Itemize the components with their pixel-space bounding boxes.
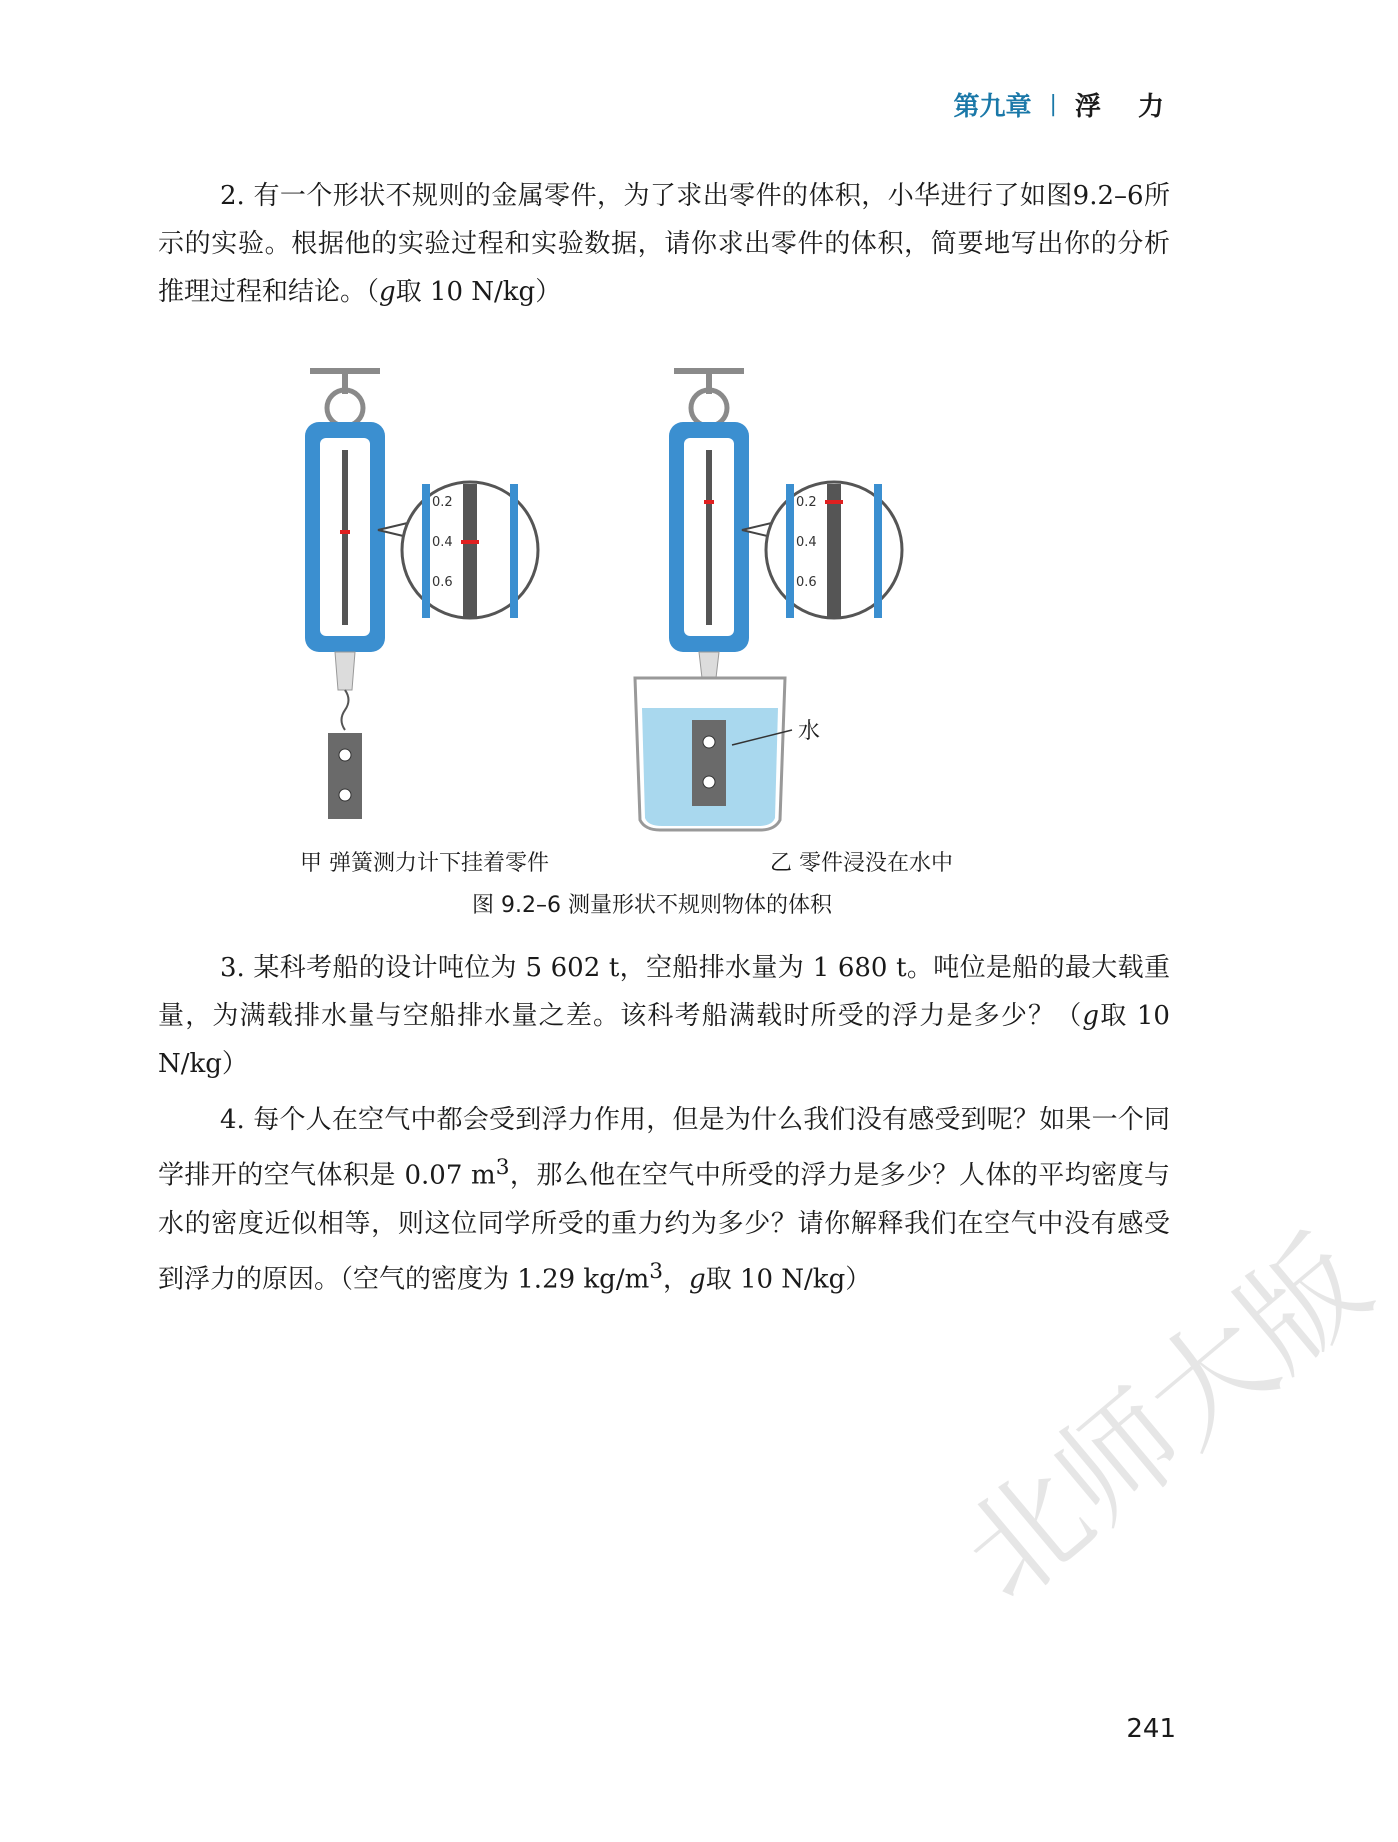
question-2 bbox=[158, 172, 1170, 316]
caption-left: 甲 弹簧测力计下挂着零件 bbox=[300, 851, 549, 876]
left-tick-2: 0.4 bbox=[432, 535, 453, 550]
question-4-text-c: ， bbox=[663, 1264, 690, 1295]
question-3-tail: 取 10 N/kg） bbox=[158, 1001, 1170, 1079]
question-4 bbox=[158, 1096, 1170, 1303]
spring-scale-right bbox=[635, 368, 902, 830]
question-2-tail: 取 10 N/kg） bbox=[395, 277, 562, 307]
question-3-text: 3. 某科考船的设计吨位为 5 602 t，空船排水量为 1 680 t。吨位是船的最大载重量，为满载排水量与空船排水量之差。该科考船满载时所受的浮力是多少？（ bbox=[158, 953, 1170, 1031]
spring-scale-left bbox=[305, 368, 538, 819]
chapter-header bbox=[954, 86, 1179, 123]
right-tick-3: 0.6 bbox=[796, 575, 817, 590]
caption-right: 乙 零件浸没在水中 bbox=[770, 851, 953, 876]
question-4-text-a: 4. 每个人在空气中都会受到浮力作用，但是为什么我们没有感受到呢？如果一个同学排开的空气体积是 0.07 m bbox=[158, 1105, 1170, 1191]
left-tick-1: 0.2 bbox=[432, 495, 453, 510]
figure-title: 图 9.2–6 测量形状不规则物体的体积 bbox=[472, 893, 832, 918]
question-4-tail: 取 10 N/kg） bbox=[705, 1264, 872, 1295]
chapter-title: 第九章 bbox=[953, 92, 1032, 122]
left-tick-3: 0.6 bbox=[432, 575, 453, 590]
question-2-text: 2. 有一个形状不规则的金属零件，为了求出零件的体积，小华进行了如图9.2–6所示的实验。根据他的实验过程和实验数据，请你求出零件的体积，简要地写出你的分析推理过程和结论。（ bbox=[158, 181, 1170, 307]
superscript-3: 3 bbox=[495, 1155, 510, 1180]
right-tick-1: 0.2 bbox=[796, 495, 817, 510]
question-4-text-b: ，那么他在空气中所受的浮力是多少？人体的平均密度与水的密度近似相等，则这位同学所受的重力约为多少？请你解释我们在空气中没有感受到浮力的原因。（空气的密度为 1.29 kg/m bbox=[158, 1160, 1170, 1295]
g-symbol: g bbox=[689, 1264, 706, 1295]
superscript-3: 3 bbox=[649, 1258, 664, 1284]
header-separator: | bbox=[1049, 92, 1057, 117]
page-number: 241 bbox=[1126, 1714, 1176, 1744]
right-tick-2: 0.4 bbox=[796, 535, 817, 550]
publisher-watermark: 北师大版 bbox=[937, 1212, 1395, 1628]
water-label: 水 bbox=[798, 719, 821, 744]
g-symbol: g bbox=[1082, 1001, 1100, 1031]
figure-9-2-6 bbox=[270, 360, 1030, 920]
section-title: 浮 力 bbox=[1074, 92, 1178, 122]
g-symbol: g bbox=[379, 277, 396, 307]
question-3 bbox=[158, 944, 1170, 1088]
